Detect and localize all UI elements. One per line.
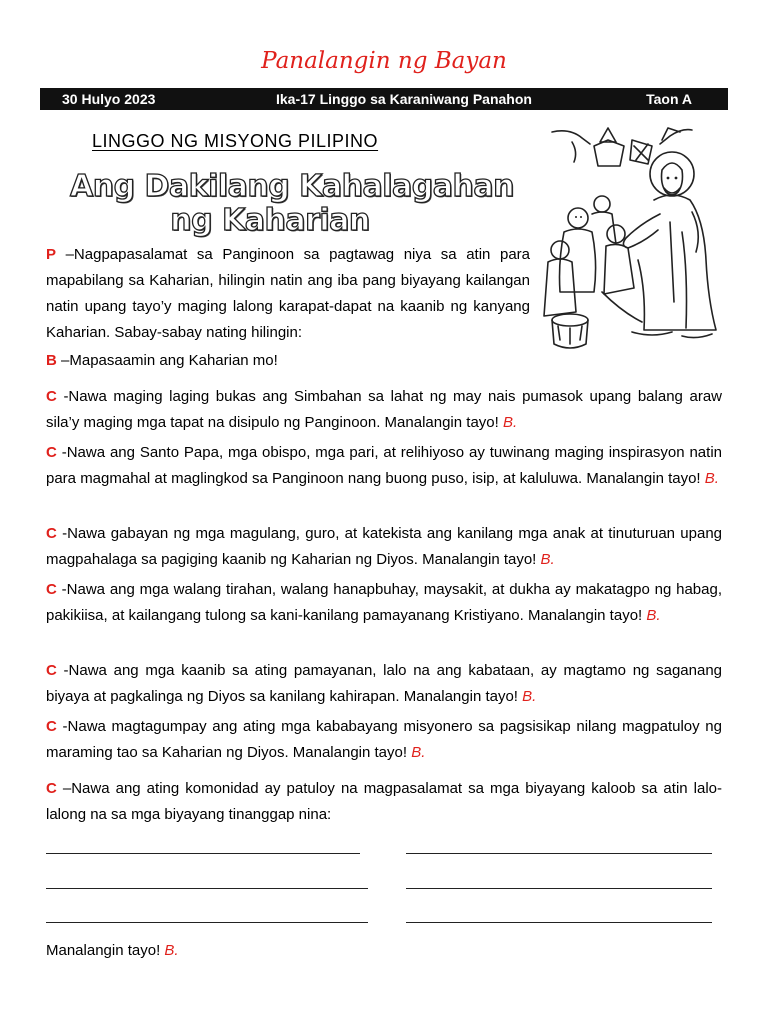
section-heading	[70, 169, 514, 238]
petition-marker: C	[46, 780, 57, 797]
petition-marker: C	[46, 718, 57, 735]
petition-4	[46, 577, 722, 629]
response-text: –Mapasaamin ang Kaharian mo!	[56, 352, 278, 369]
document-title: Panalangin ng Bayan	[261, 48, 507, 74]
petition-text: –Nawa ang ating komonidad ay patuloy na magpasalamat sa mga biyayang kaloob sa atin lalo-lalong na sa mga biyayang tinanggap nina:	[46, 780, 722, 823]
intro-text: –Nagpapasalamat sa Panginoon sa pagtawag niya sa atin para mapabilang sa Kaharian, hilingin natin ang iba pang biyayang kailangan natin upang tayo’y maging lalong karapat-dapat na kaanib ng kanyang Kaharian. Sabay-sabay nating hilingin:	[46, 246, 530, 341]
blank-line	[46, 888, 368, 889]
blank-line	[406, 853, 712, 854]
blank-line	[46, 853, 360, 854]
liturgical-sunday-label: Ika-17 Linggo sa Karaniwang Panahon	[276, 91, 532, 107]
blank-line	[406, 888, 712, 889]
leader-marker: P	[46, 246, 57, 263]
petition-marker: C	[46, 662, 57, 679]
petition-marker: C	[46, 581, 57, 598]
petition-5	[46, 658, 722, 710]
petition-marker: C	[46, 388, 57, 405]
petition-marker: C	[46, 525, 57, 542]
petition-text: -Nawa ang mga kaanib sa ating pamayanan, lalo na ang kabataan, ay magtamo ng saganang biyaya at pagkalinga ng Diyos sa kanilang kahirapan. Manalangin tayo!	[46, 662, 722, 705]
petition-text: -Nawa ang mga walang tirahan, walang hanapbuhay, maysakit, at dukha ay makatagpo ng habag, pakikiisa, at kailangang tulong sa kani-kanilang pamayanang Kristiyano. Manalangin tayo!	[46, 581, 722, 624]
petition-1	[46, 384, 722, 436]
petition-text: -Nawa gabayan ng mga magulang, guro, at katekista ang kanilang mga anak at tinuturuan upang magpahalaga sa pagiging kaanib ng Kaharian ng Diyos. Manalangin tayo!	[46, 525, 722, 568]
petition-response: B.	[522, 688, 537, 705]
petition-response: B.	[704, 470, 719, 487]
closing-text: Manalangin tayo!	[46, 942, 165, 959]
petition-response: B.	[411, 744, 426, 761]
heading-line-2: ng Kaharian	[170, 203, 370, 238]
fill-in-lines	[46, 840, 722, 930]
closing-response: B.	[164, 942, 179, 959]
petition-2	[46, 440, 722, 492]
petition-text: -Nawa ang Santo Papa, mga obispo, mga pari, at relihiyoso ay tuwinang maging inspirasyon natin para magmahal at maglingkod sa Panginoon nang buong puso, isip, at kaluluwa. Manalangin tayo!	[46, 444, 722, 487]
petition-7	[46, 776, 722, 828]
blank-line	[46, 922, 368, 923]
date-label: 30 Hulyo 2023	[62, 91, 156, 107]
response-paragraph	[46, 348, 722, 374]
date-bar	[40, 88, 728, 110]
jesus-with-people-icon	[542, 122, 728, 350]
petition-response: B.	[646, 607, 661, 624]
petition-response: B.	[502, 414, 518, 431]
petition-response: B.	[540, 551, 555, 568]
petition-text: -Nawa magtagumpay ang ating mga kababayang misyonero sa pagsisikap nilang magpatuloy ng maraming tao sa Kaharian ng Diyos. Manalangin tayo!	[46, 718, 722, 761]
petition-3	[46, 521, 722, 573]
response-marker: B	[46, 352, 57, 369]
petition-marker: C	[46, 444, 57, 461]
petition-text: -Nawa maging laging bukas ang Simbahan sa lahat ng may nais pumasok upang balang araw sila’y maging mga tapat na disipulo ng Panginoon. Manalangin tayo!	[46, 388, 722, 431]
petition-6	[46, 714, 722, 766]
intro-paragraph	[46, 242, 530, 346]
blank-line	[406, 922, 712, 923]
heading-line-1: Ang Dakilang Kahalagahan	[70, 169, 514, 204]
closing-line	[46, 938, 179, 964]
liturgical-year-label: Taon A	[646, 91, 692, 107]
section-subtitle: LINGGO NG MISYONG PILIPINO	[92, 131, 379, 151]
